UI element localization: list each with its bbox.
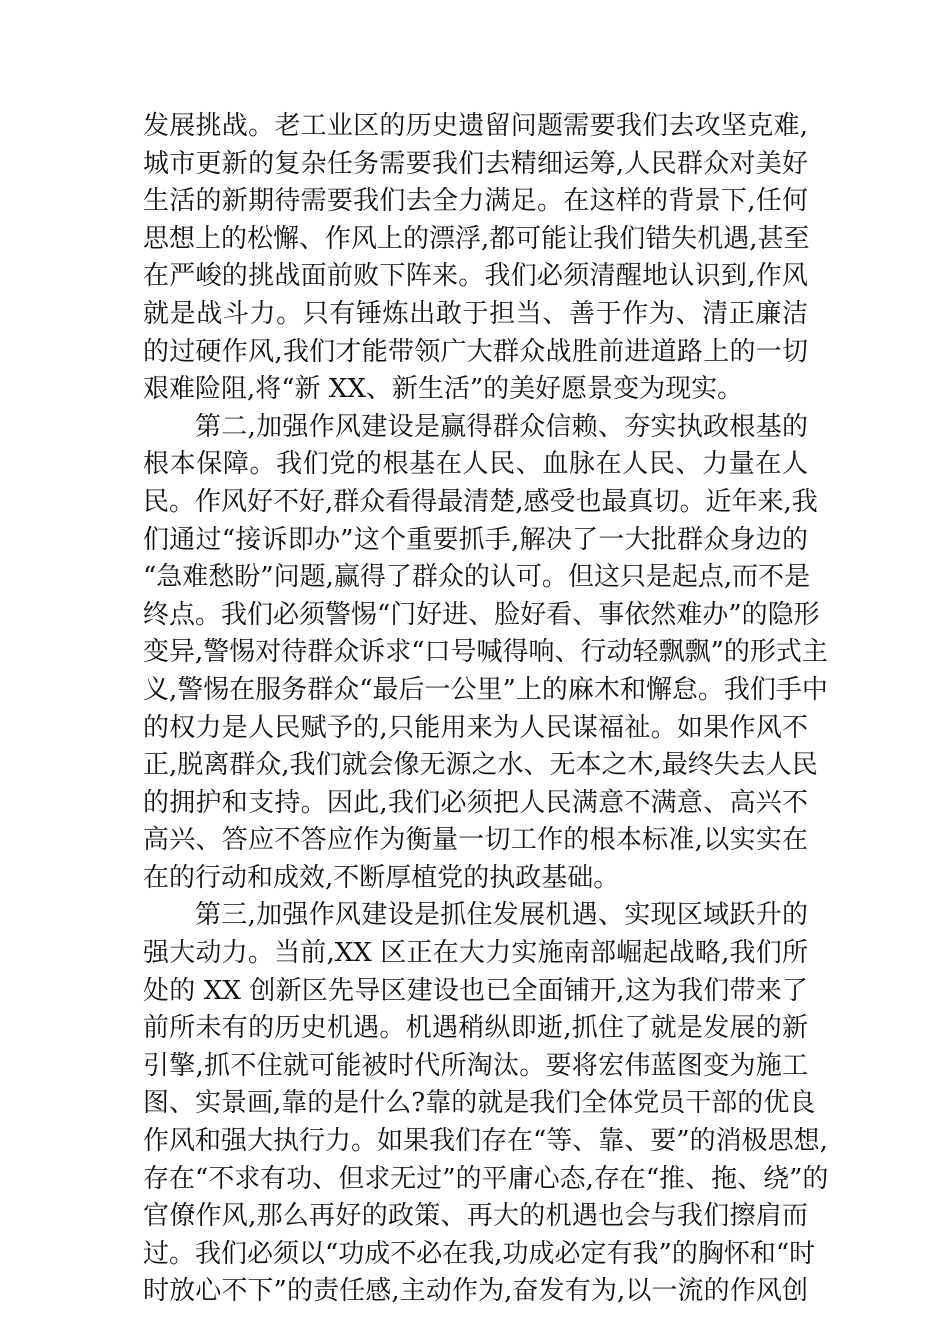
text-line: 强大动力。当前,XX 区正在大力实施南部崛起战略,我们所 (143, 938, 808, 969)
text-line: 民。作风好不好,群众看得最清楚,感受也最真切。近年来,我 (143, 486, 818, 517)
text-line: 发展挑战。老工业区的历史遗留问题需要我们去攻坚克难, (143, 111, 808, 141)
text-line: “急难愁盼”问题,赢得了群众的认可。但这只是起点,而不是 (143, 562, 811, 593)
text-line: 存在“不求有功、但求无过”的平庸心态,存在“推、拖、绕”的 (143, 1163, 829, 1194)
text-line: 的权力是人民赋予的,只能用来为人民谋福祉。如果作风不 (143, 712, 808, 743)
text-line: 艰难险阻,将“新 XX、新生活”的美好愿景变为现实。 (143, 374, 744, 405)
text-line: 生活的新期待需要我们去全力满足。在这样的背景下,任何 (143, 186, 808, 217)
text-line: 时放心不下”的责任感,主动作为,奋发有为,以一流的作风创 (143, 1276, 808, 1307)
text-line: 在严峻的挑战面前败下阵来。我们必须清醒地认识到,作风 (143, 261, 808, 292)
text-line: 根本保障。我们党的根基在人民、血脉在人民、力量在人 (143, 449, 808, 480)
text-line: 思想上的松懈、作风上的漂浮,都可能让我们错失机遇,甚至 (143, 223, 810, 254)
paragraph-2 (143, 409, 828, 898)
text-line: 前所未有的历史机遇。机遇稍纵即逝,抓住了就是发展的新 (143, 1013, 808, 1044)
text-line: 在的行动和成效,不断厚植党的执政基础。 (143, 862, 620, 893)
text-line: 的拥护和支持。因此,我们必须把人民满意不满意、高兴不 (143, 787, 808, 818)
paragraph-1 (143, 108, 808, 409)
text-line: 第三,加强作风建设是抓住发展机遇、实现区域跃升的 (195, 900, 808, 931)
text-line: 引擎,抓不住就可能被时代所淘汰。要将宏伟蓝图变为施工 (143, 1050, 808, 1081)
text-line: 的过硬作风,我们才能带领广大群众战胜前进道路上的一切 (143, 336, 808, 367)
text-line: 处的 XX 创新区先导区建设也已全面铺开,这为我们带来了 (143, 975, 808, 1006)
text-line: 变异,警惕对待群众诉求“口号喊得响、行动轻飘飘”的形式主 (143, 637, 828, 668)
paragraph-3 (143, 897, 829, 1311)
text-line: 作风和强大执行力。如果我们存在“等、靠、要”的消极思想, (143, 1126, 828, 1157)
text-line: 高兴、答应不答应作为衡量一切工作的根本标准,以实实在 (143, 825, 808, 856)
text-line: 们通过“接诉即办”这个重要抓手,解决了一大批群众身边的 (143, 524, 808, 555)
text-line: 过。我们必须以“功成不必在我,功成必定有我”的胸怀和“时 (143, 1238, 816, 1269)
text-line: 就是战斗力。只有锤炼出敢于担当、善于作为、清正廉洁 (143, 298, 808, 329)
text-line: 官僚作风,那么再好的政策、再大的机遇也会与我们擦肩而 (143, 1201, 808, 1232)
text-line: 第二,加强作风建设是赢得群众信赖、夯实执政根基的 (195, 411, 808, 442)
text-line: 义,警惕在服务群众“最后一公里”上的麻木和懈怠。我们手中 (143, 674, 828, 705)
body-text (143, 108, 829, 1311)
text-line: 正,脱离群众,我们就会像无源之水、无本之木,最终失去人民 (143, 750, 818, 781)
text-line: 图、实景画,靠的是什么?靠的就是我们全体党员干部的优良 (143, 1088, 816, 1119)
text-line: 城市更新的复杂任务需要我们去精细运筹,人民群众对美好 (143, 148, 808, 179)
text-line: 终点。我们必须警惕“门好进、脸好看、事依然难办”的隐形 (143, 599, 820, 630)
